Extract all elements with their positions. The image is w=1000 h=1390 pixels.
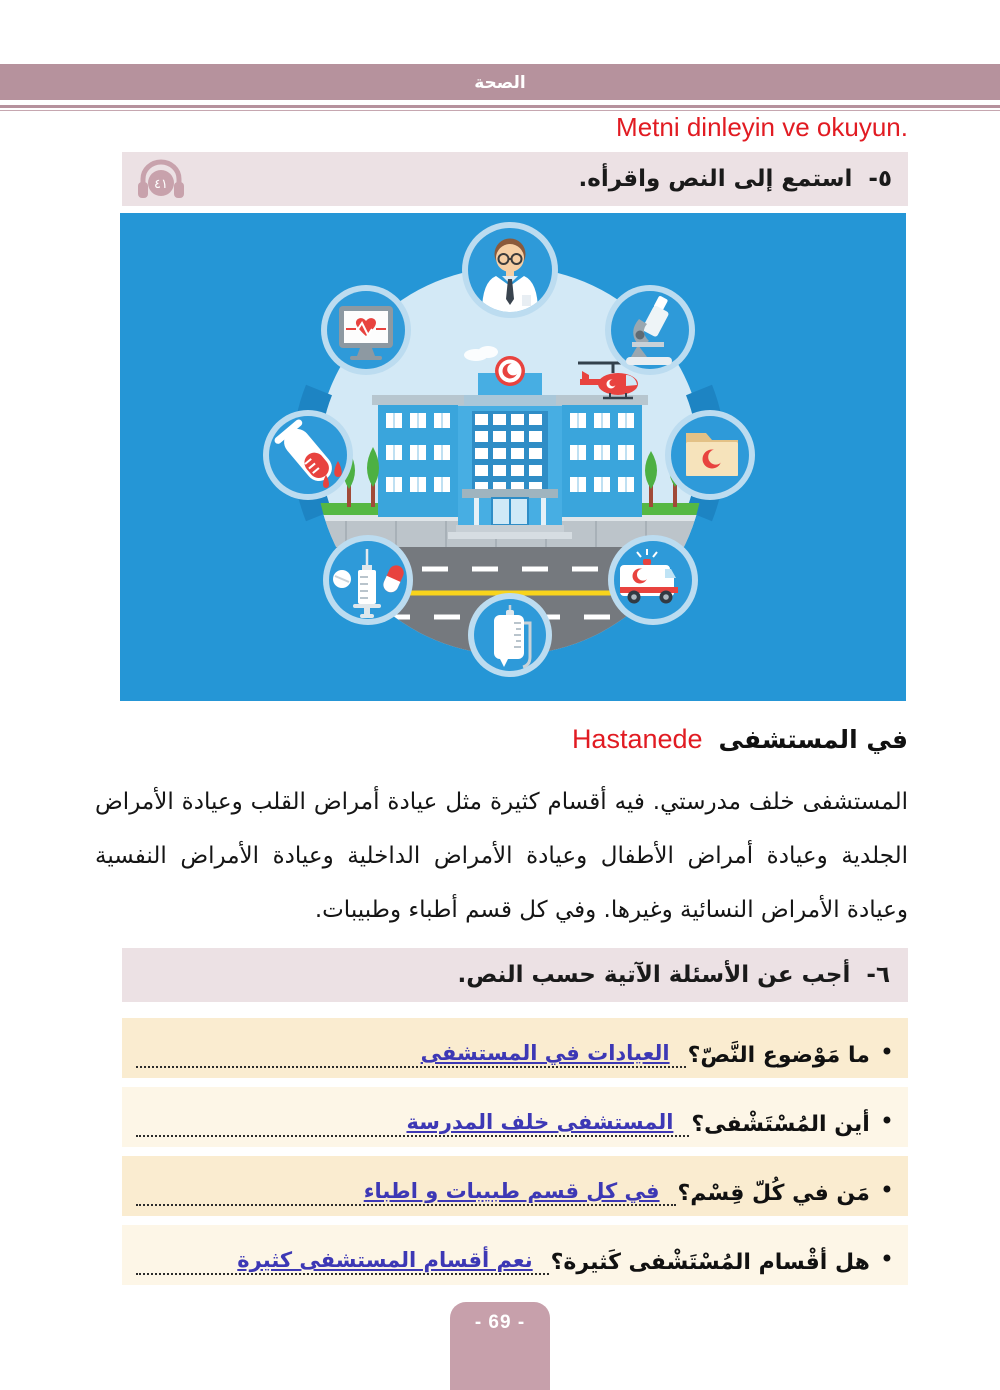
bullet: • bbox=[879, 1038, 894, 1066]
questions-block bbox=[122, 1018, 908, 1294]
ambulance-icon bbox=[608, 535, 698, 625]
exercise-6-number: ٦- bbox=[866, 962, 890, 988]
answer-text: المستشفى خلف المدرسة bbox=[406, 1109, 674, 1134]
headphones-audio-icon[interactable] bbox=[134, 155, 188, 203]
exercise-5-instruction: استمع إلى النص واقرأه. bbox=[578, 166, 853, 192]
question-row-2 bbox=[122, 1087, 908, 1147]
question-row-3 bbox=[122, 1156, 908, 1216]
question-row-4 bbox=[122, 1225, 908, 1285]
page-header-bar bbox=[0, 64, 1000, 100]
reading-heading bbox=[572, 724, 908, 755]
bullet: • bbox=[879, 1245, 894, 1273]
bullet: • bbox=[879, 1107, 894, 1135]
header-title: الصحة bbox=[474, 73, 526, 93]
blood-test-tube-icon bbox=[263, 410, 353, 500]
exercise-6-header bbox=[122, 948, 908, 1002]
answer-line[interactable] bbox=[136, 1170, 676, 1206]
question-text: ما مَوْضوع النَّصّ؟ bbox=[687, 1042, 870, 1068]
question-text: هل أقْسام المُسْتَشْفى كَثيرة؟ bbox=[550, 1249, 870, 1275]
page-number: - 69 - bbox=[474, 1312, 526, 1333]
hospital-illustration bbox=[120, 213, 906, 701]
reading-heading-turkish: Hastanede bbox=[571, 724, 703, 754]
bullet: • bbox=[879, 1176, 894, 1204]
header-divider-thick bbox=[0, 105, 1000, 108]
answer-line[interactable] bbox=[136, 1239, 549, 1275]
question-text: أين المُسْتَشْفى؟ bbox=[691, 1111, 870, 1137]
exercise-5-number: ٥- bbox=[868, 166, 892, 192]
audio-track-number: ٤١ bbox=[154, 177, 168, 192]
reading-heading-arabic: في المستشفى bbox=[718, 725, 908, 754]
doctor-icon bbox=[462, 222, 558, 318]
answer-text: العيادات في المستشفى bbox=[420, 1040, 670, 1065]
crescent-sign-icon bbox=[495, 356, 525, 386]
heart-monitor-icon bbox=[321, 285, 411, 375]
lesson-title-turkish: Metni dinleyin ve okuyun. bbox=[616, 112, 908, 142]
header-divider-thin bbox=[0, 110, 1000, 111]
medical-folder-icon bbox=[665, 410, 755, 500]
question-text: مَن في كُلّ قِسْم؟ bbox=[677, 1180, 870, 1206]
answer-line[interactable] bbox=[136, 1101, 689, 1137]
syringe-pills-icon bbox=[323, 535, 413, 625]
page-number-box bbox=[450, 1302, 550, 1390]
exercise-5-header bbox=[122, 152, 908, 206]
iv-drip-icon bbox=[468, 593, 552, 677]
question-row-1 bbox=[122, 1018, 908, 1078]
answer-text: نعم أقسام المستشفى كثيرة bbox=[237, 1247, 533, 1272]
exercise-6-instruction: أجب عن الأسئلة الآتية حسب النص. bbox=[457, 962, 851, 988]
answer-line[interactable] bbox=[136, 1032, 686, 1068]
answer-text: في كل قسم طبيبات و اطباء bbox=[363, 1178, 660, 1203]
reading-paragraph: المستشفى خلف مدرستي. فيه أقسام كثيرة مثل عيادة أمراض القلب وعيادة الأمراض الجلدية وعيادة أمراض الأطفال وعيادة الأمراض الداخلية وعيادة الأمراض النفسية وعيادة الأمراض النسائية وغيرها. وفي كل قسم أطباء وطبيبات. bbox=[95, 789, 908, 923]
microscope-icon bbox=[605, 285, 695, 375]
